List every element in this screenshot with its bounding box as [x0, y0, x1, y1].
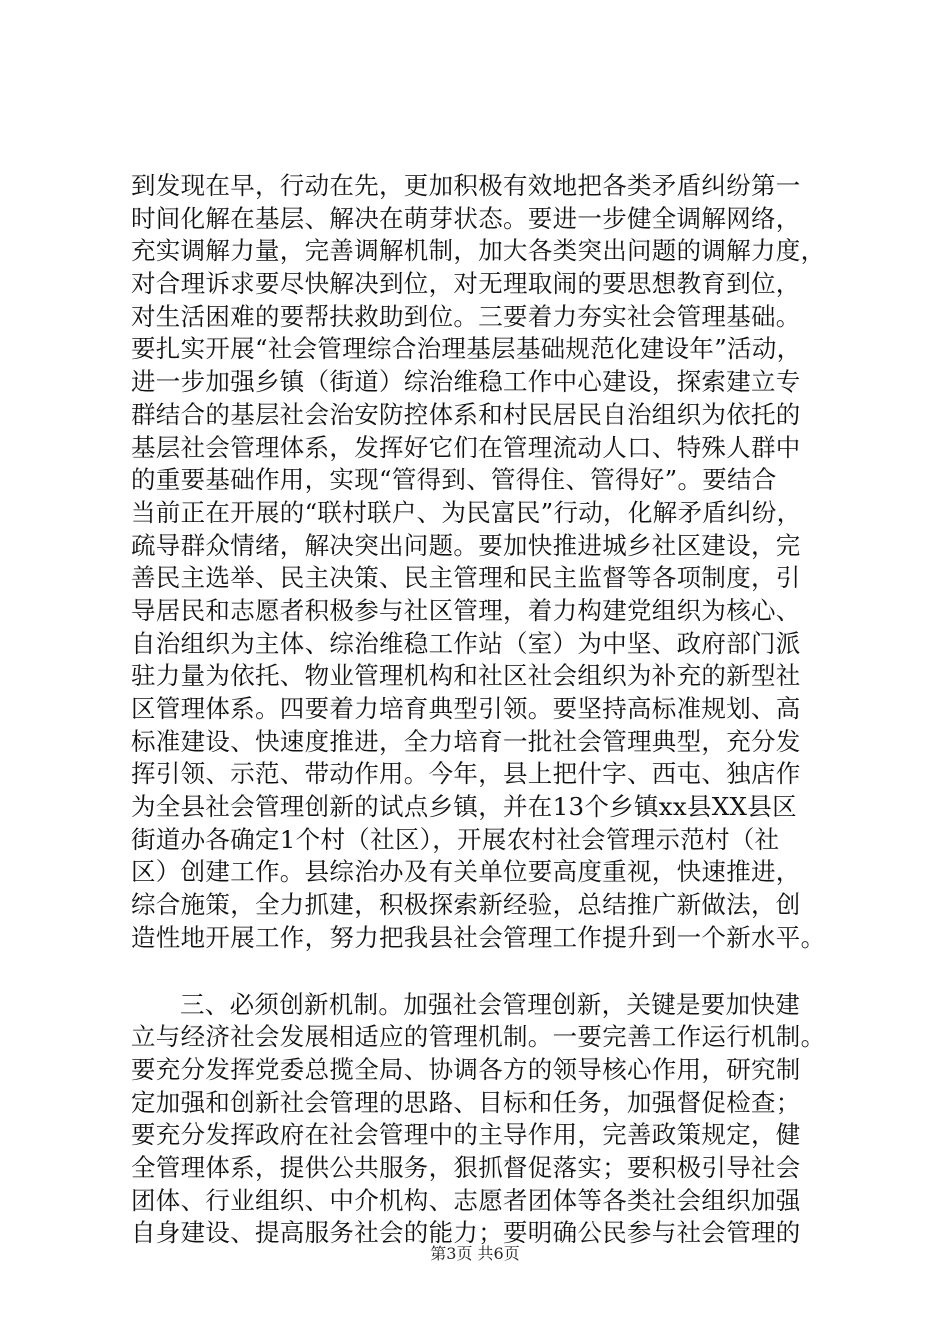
text-line: 自身建设、提高服务社会的能力；要明确公民参与社会管理的: [131, 1218, 801, 1248]
text-line: 定加强和创新社会管理的思路、目标和任务，加强督促检查；: [131, 1087, 801, 1117]
text-line: 街道办各确定1个村（社区），开展农村社会管理示范村（社: [131, 824, 780, 854]
text-line: 疏导群众情绪，解决突出问题。要加快推进城乡社区建设，完: [131, 530, 801, 560]
text-line: 团体、行业组织、中介机构、志愿者团体等各类社会组织加强: [131, 1185, 801, 1215]
text-line: 当前正在开展的“联村联户、为民富民”行动，化解矛盾纠纷，: [131, 497, 802, 527]
text-line: 基层社会管理体系，发挥好它们在管理流动人口、特殊人群中: [131, 432, 801, 462]
text-line: 导居民和志愿者积极参与社区管理，着力构建党组织为核心、: [131, 595, 801, 625]
text-line: 时间化解在基层、解决在萌芽状态。要进一步健全调解网络，: [131, 203, 801, 233]
text-line: 自治组织为主体、综治维稳工作站（室）为中坚、政府部门派: [131, 628, 801, 658]
paragraph-2: [131, 989, 831, 1251]
text-line-indented: 三、必须创新机制。加强社会管理创新，关键是要加快建: [180, 989, 800, 1019]
text-line: 区管理体系。四要着力培育典型引领。要坚持高标准规划、高: [131, 694, 801, 723]
text-line: 立与经济社会发展相适应的管理机制。一要完善工作运行机制。: [131, 1022, 826, 1052]
text-line: 综合施策，全力抓建，积极探索新经验，总结推广新做法，创: [131, 890, 801, 920]
text-line: 对合理诉求要尽快解决到位，对无理取闹的要思想教育到位，: [131, 269, 801, 299]
text-line: 的重要基础作用，实现“管得到、管得住、管得好”。要结合: [131, 465, 777, 495]
text-line: 对生活困难的要帮扶救助到位。三要着力夯实社会管理基础。: [131, 301, 801, 331]
paragraph-1: [131, 170, 831, 955]
text-line: 进一步加强乡镇（街道）综治维稳工作中心建设，探索建立专: [131, 367, 801, 397]
text-line: 善民主选举、民主决策、民主管理和民主监督等各项制度，引: [131, 563, 801, 593]
page-number-footer: 第3页 共6页: [430, 1244, 520, 1263]
text-line: 区）创建工作。县综治办及有关单位要高度重视，快速推进，: [131, 857, 801, 887]
text-line: 群结合的基层社会治安防控体系和村民居民自治组织为依托的: [131, 399, 801, 429]
body-text: [131, 170, 831, 1250]
text-line: 充实调解力量，完善调解机制，加大各类突出问题的调解力度，: [131, 236, 826, 266]
text-line: 要扎实开展“社会管理综合治理基层基础规范化建设年”活动，: [131, 334, 802, 364]
text-line: 标准建设、快速度推进，全力培育一批社会管理典型，充分发: [131, 726, 801, 756]
text-line: 要充分发挥政府在社会管理中的主导作用，完善政策规定，健: [131, 1120, 801, 1150]
text-line: 挥引领、示范、带动作用。今年，县上把什字、西屯、独店作: [131, 759, 801, 789]
text-line: 造性地开展工作，努力把我县社会管理工作提升到一个新水平。: [131, 922, 826, 952]
text-line: 要充分发挥党委总揽全局、协调各方的领导核心作用，研究制: [131, 1054, 801, 1084]
text-line: 驻力量为依托、物业管理机构和社区社会组织为补充的新型社: [131, 661, 801, 691]
paragraph-gap: [131, 955, 831, 989]
text-line: 全管理体系，提供公共服务，狠抓督促落实；要积极引导社会: [131, 1152, 801, 1182]
text-line: 到发现在早，行动在先，更加积极有效地把各类矛盾纠纷第一: [131, 171, 801, 200]
text-line: 为全县社会管理创新的试点乡镇，并在13个乡镇xx县XX县区: [131, 792, 797, 822]
